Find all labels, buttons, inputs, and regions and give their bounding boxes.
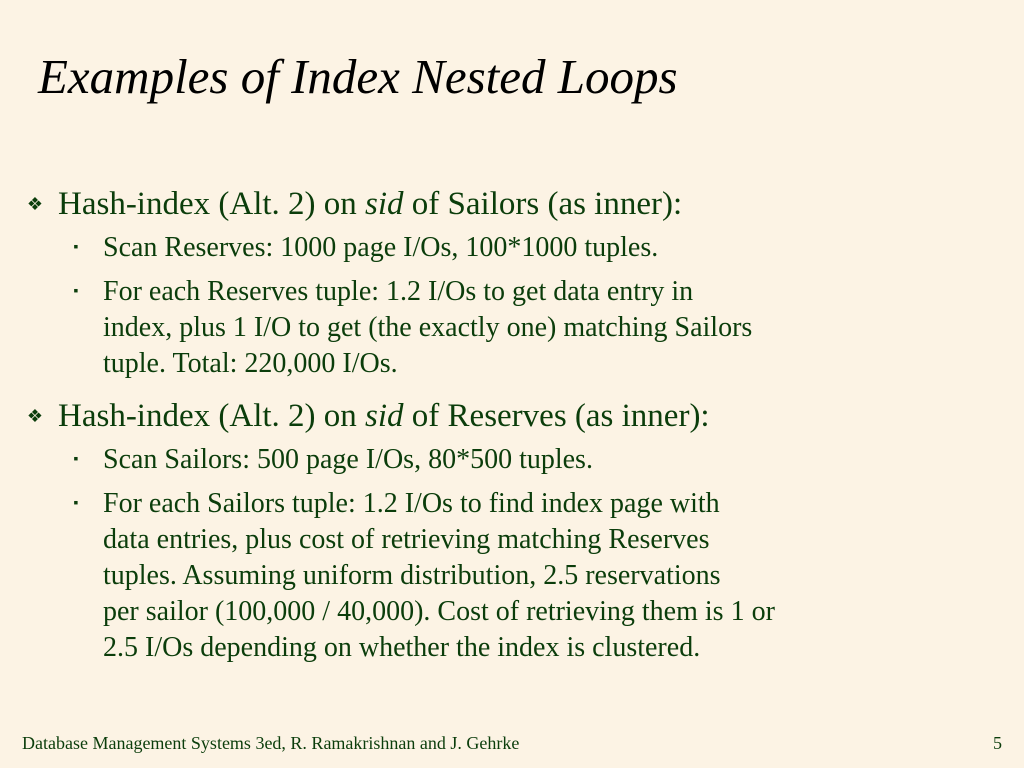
diamond-bullet-icon: ❖ xyxy=(26,406,44,426)
sub-bullet-line: For each Sailors tuple: 1.2 I/Os to find index page with xyxy=(103,488,720,519)
bullet-suffix: of Sailors (as inner): xyxy=(403,186,683,222)
square-bullet-icon: ▪ xyxy=(73,496,79,511)
sub-bullet-line: tuple. Total: 220,000 I/Os. xyxy=(103,348,398,379)
bullet-prefix: Hash-index (Alt. 2) on xyxy=(58,186,366,222)
sub-bullet-reserves-tuple-cost xyxy=(22,274,1012,382)
footer-citation: Database Management Systems 3ed, R. Ramakrishnan and J. Gehrke xyxy=(22,733,520,753)
slide-title: Examples of Index Nested Loops xyxy=(38,49,678,104)
square-bullet-icon: ▪ xyxy=(73,240,79,255)
sub-bullet-line: tuples. Assuming uniform distribution, 2.5 reservations xyxy=(103,560,721,591)
bullet-suffix: of Reserves (as inner): xyxy=(403,398,710,434)
sub-bullet-scan-reserves xyxy=(22,230,1012,266)
bullet-prefix: Hash-index (Alt. 2) on xyxy=(58,398,366,434)
sub-bullet-scan-sailors xyxy=(22,442,1012,478)
sub-bullet-sailors-tuple-cost xyxy=(22,486,1012,666)
square-bullet-icon: ▪ xyxy=(73,452,79,467)
diamond-bullet-icon: ❖ xyxy=(26,194,44,214)
bullet-emphasis: sid xyxy=(365,186,404,222)
square-bullet-icon: ▪ xyxy=(73,284,79,299)
sub-bullet-line: 2.5 I/Os depending on whether the index is clustered. xyxy=(103,632,701,663)
page-number: 5 xyxy=(993,733,1002,753)
sub-bullet-line: data entries, plus cost of retrieving matching Reserves xyxy=(103,524,710,555)
slide-body xyxy=(22,184,1012,666)
sub-bullet-line: Scan Sailors: 500 page I/Os, 80*500 tuples. xyxy=(103,444,593,475)
sub-bullet-line: per sailor (100,000 / 40,000). Cost of retrieving them is 1 or xyxy=(103,596,775,627)
bullet-emphasis: sid xyxy=(365,398,404,434)
bullet-hash-index-sailors xyxy=(22,184,1012,224)
sub-bullet-line: index, plus 1 I/O to get (the exactly one) matching Sailors xyxy=(103,312,753,343)
sub-bullet-line: Scan Reserves: 1000 page I/Os, 100*1000 tuples. xyxy=(103,232,659,263)
sub-bullet-line: For each Reserves tuple: 1.2 I/Os to get data entry in xyxy=(103,276,694,307)
bullet-hash-index-reserves xyxy=(22,396,1012,436)
